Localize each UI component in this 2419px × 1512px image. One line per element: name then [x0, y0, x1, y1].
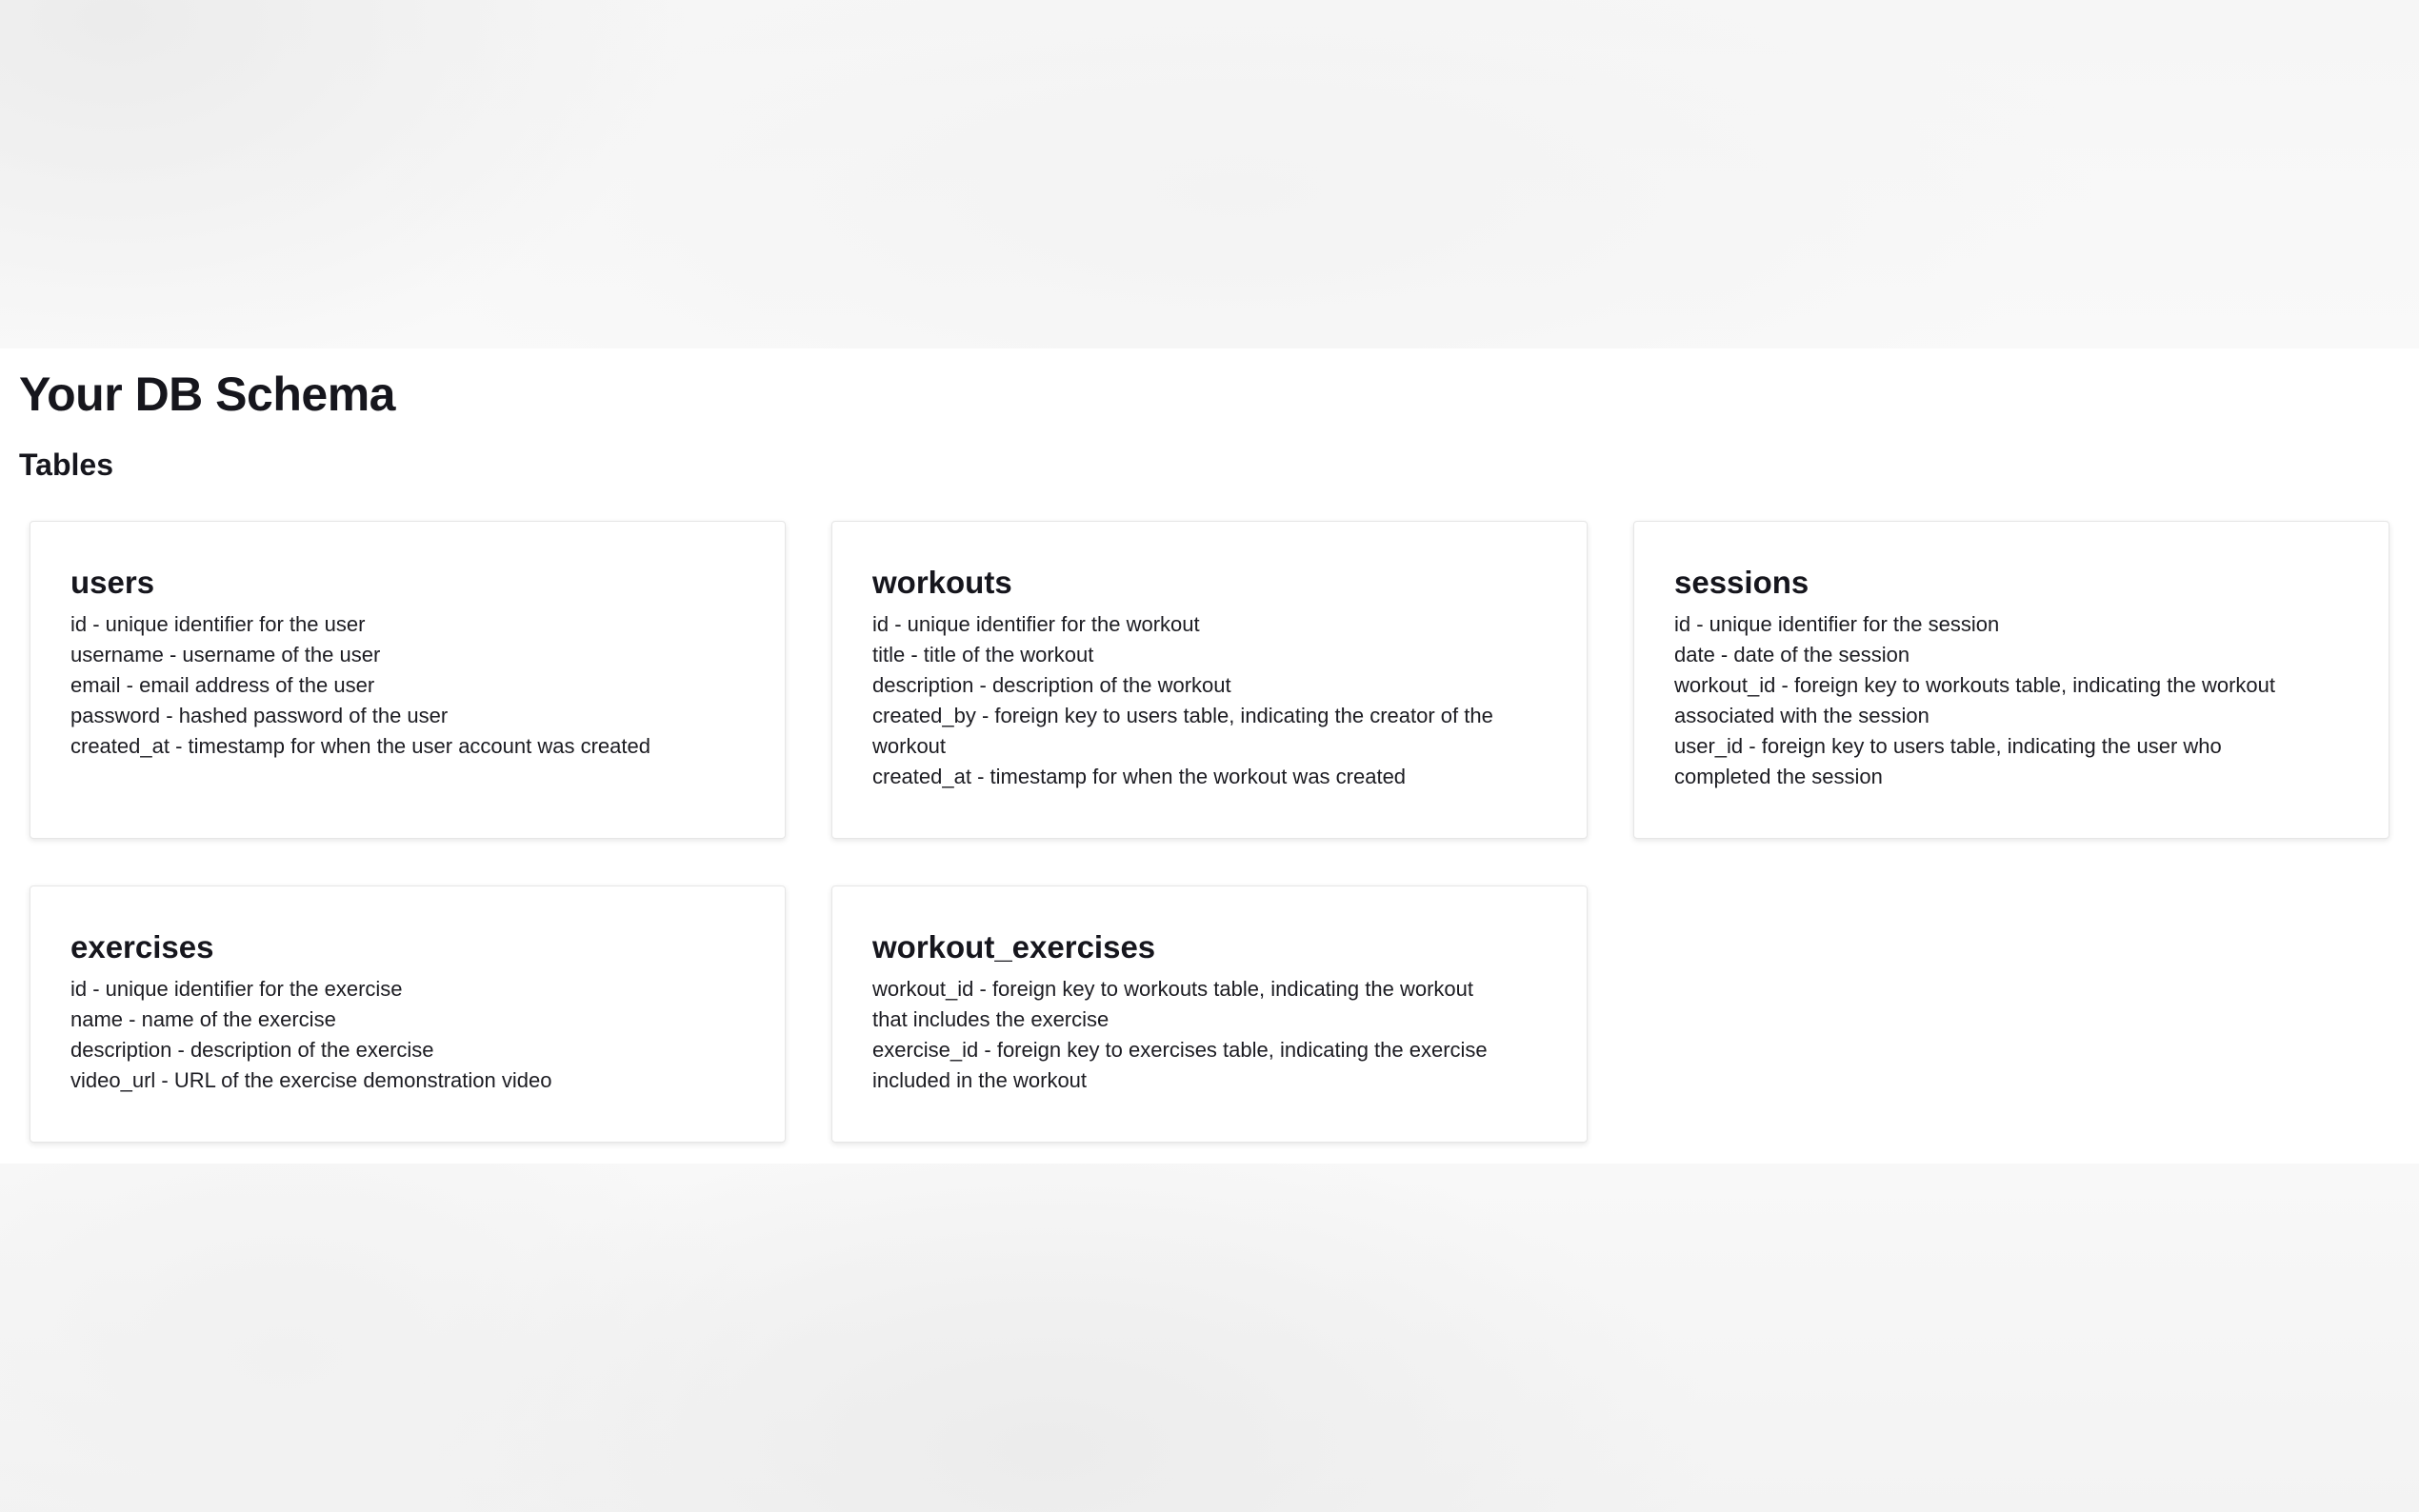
column-description: workout_id - foreign key to workouts table, indicating the workout [872, 977, 1473, 1001]
table-card-users [30, 521, 786, 839]
column-description: user_id - foreign key to users table, indicating the user who [1674, 734, 2222, 758]
column-description: completed the session [1674, 765, 1883, 788]
column-description: associated with the session [1674, 704, 1929, 727]
page-title: Your DB Schema [19, 368, 395, 421]
column-list [1674, 609, 2349, 792]
column-list [872, 974, 1547, 1096]
column-description: id - unique identifier for the session [1674, 612, 2000, 636]
column-description: password - hashed password of the user [70, 704, 449, 727]
column-description: included in the workout [872, 1068, 1088, 1092]
column-description: id - unique identifier for the user [70, 612, 366, 636]
column-list [70, 609, 745, 762]
column-description: exercise_id - foreign key to exercises table, indicating the exercise [872, 1038, 1488, 1062]
table-name: exercises [70, 929, 214, 965]
column-description: description - description of the workout [872, 673, 1231, 697]
column-description: description - description of the exercise [70, 1038, 434, 1062]
table-card-workouts [831, 521, 1588, 839]
column-list [70, 974, 745, 1096]
table-card-workout-exercises [831, 885, 1588, 1143]
top-background [0, 0, 2419, 348]
column-description: id - unique identifier for the workout [872, 612, 1200, 636]
column-description: username - username of the user [70, 643, 381, 666]
table-name: sessions [1674, 565, 1809, 600]
column-description: title - title of the workout [872, 643, 1094, 666]
column-description: name - name of the exercise [70, 1007, 336, 1031]
column-description: id - unique identifier for the exercise [70, 977, 403, 1001]
column-description: workout [872, 734, 947, 758]
column-description: created_at - timestamp for when the user account was created [70, 734, 650, 758]
column-description: date - date of the session [1674, 643, 1910, 666]
table-card-exercises [30, 885, 786, 1143]
column-list [872, 609, 1547, 792]
column-description: workout_id - foreign key to workouts table, indicating the workout [1674, 673, 2275, 697]
table-card-sessions [1633, 521, 2389, 839]
table-name: users [70, 565, 155, 600]
table-name: workout_exercises [872, 929, 1156, 965]
column-description: created_at - timestamp for when the workout was created [872, 765, 1407, 788]
tables-section-title: Tables [19, 448, 113, 482]
column-description: video_url - URL of the exercise demonstration video [70, 1068, 552, 1092]
bottom-background [0, 1164, 2419, 1512]
column-description: that includes the exercise [872, 1007, 1110, 1031]
table-name: workouts [872, 565, 1012, 600]
column-description: email - email address of the user [70, 673, 375, 697]
column-description: created_by - foreign key to users table, indicating the creator of the [872, 704, 1493, 727]
